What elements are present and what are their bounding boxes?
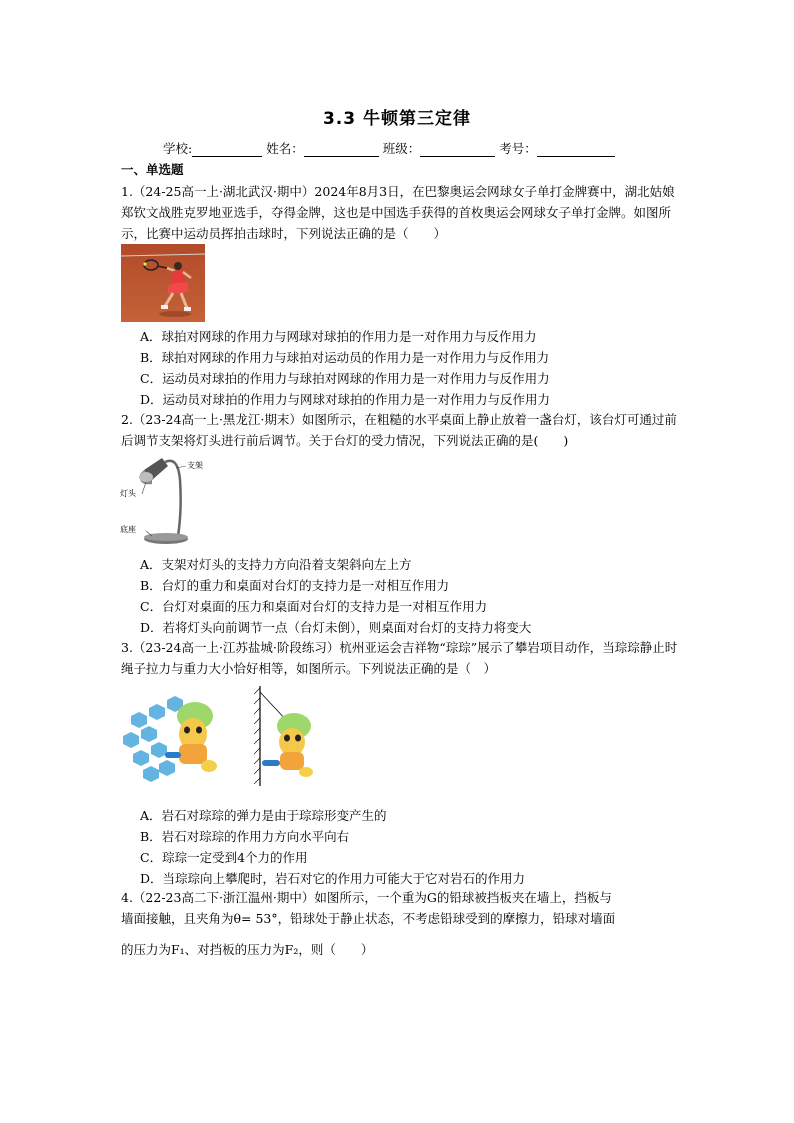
page-title: 3.3 牛顿第三定律	[322, 109, 472, 129]
q3-option-a[interactable]: A．岩石对琮琮的弹力是由于琮琮形变产生的	[140, 808, 387, 823]
school-label: 学校:	[163, 141, 193, 156]
q3-option-b[interactable]: B．岩石对琮琮的作用力方向水平向右	[140, 829, 350, 844]
section-heading: 一、单选题	[121, 162, 184, 177]
q3-option-c[interactable]: C．琮琮一定受到4个力的作用	[140, 850, 308, 865]
q1-option-d[interactable]: D．运动员对球拍的作用力与网球对球拍的作用力是一对作用力与反作用力	[140, 392, 551, 407]
question-2-text: 2.（23-24高一上·黑龙江·期末）如图所示，在粗糙的水平桌面上静止放着一盏台灯，该台灯可通过前后调节支架将灯头进行前后调节。关于台灯的受力情况，下列说法正确的是( )	[121, 412, 677, 448]
q2-option-d[interactable]: D．若将灯头向前调节一点（台灯未倒），则桌面对台灯的支持力将变大	[140, 620, 532, 635]
class-label: 班级：	[382, 141, 421, 156]
question-4-line-2: 墙面接触，且夹角为θ= 53°，铅球处于静止状态，不考虑铅球受到的摩擦力，铅球对墙面	[121, 911, 616, 926]
label-stand: 支架	[187, 461, 203, 470]
q1-option-b[interactable]: B．球拍对网球的作用力与球拍对运动员的作用力是一对作用力与反作用力	[140, 350, 550, 365]
label-base: 底座	[120, 525, 136, 534]
q1-option-a[interactable]: A．球拍对网球的作用力与网球对球拍的作用力是一对作用力与反作用力	[140, 329, 537, 344]
question-1-text: 1.（24-25高一上·湖北武汉·期中）2024年8月3日，在巴黎奥运会网球女子单打金牌赛中，湖北姑娘郑钦文战胜克罗地亚选手，夺得金牌，这也是中国选手获得的首枚奥运会网球女子单打金牌。如图所示，比赛中运动员挥拍击球时，下列说法正确的是（ ）	[121, 184, 675, 241]
q2-option-a[interactable]: A．支架对灯头的支持力方向沿着支架斜向左上方	[140, 557, 412, 572]
question-3-text: 3.（23-24高一上·江苏盐城·阶段练习）杭州亚运会吉祥物“琮琮”展示了攀岩项目动作，当琮琮静止时绳子拉力与重力大小恰好相等，如图所示。下列说法正确的是（ ）	[121, 640, 678, 676]
class-blank[interactable]	[420, 143, 495, 157]
question-4-line-3: 的压力为F₁、对挡板的压力为F₂，则（ ）	[121, 942, 374, 957]
number-blank[interactable]	[537, 143, 615, 157]
question-4-line-1: 4.（22-23高二下·浙江温州·期中）如图所示，一个重为G的铅球被挡板夹在墙上，挡板与	[121, 890, 612, 905]
tennis-player-photo	[121, 244, 205, 322]
q2-option-b[interactable]: B．台灯的重力和桌面对台灯的支持力是一对相互作用力	[140, 578, 450, 593]
mascot-hanging-rope-figure	[254, 686, 319, 786]
school-blank[interactable]	[192, 143, 262, 157]
q3-option-d[interactable]: D．当琮琮向上攀爬时，岩石对它的作用力可能大于它对岩石的作用力	[140, 871, 526, 886]
q1-option-c[interactable]: C．运动员对球拍的作用力与球拍对网球的作用力是一对作用力与反作用力	[140, 371, 550, 386]
number-label: 考号：	[499, 141, 537, 156]
mascot-climbing-wall-figure	[121, 686, 226, 786]
q2-option-c[interactable]: C．台灯对桌面的压力和桌面对台灯的支持力是一对相互作用力	[140, 599, 488, 614]
student-info-line	[163, 139, 615, 157]
name-label: 姓名：	[266, 141, 304, 156]
name-blank[interactable]	[304, 143, 379, 157]
desk-lamp-figure	[116, 452, 216, 552]
label-head: 灯头	[120, 489, 136, 498]
